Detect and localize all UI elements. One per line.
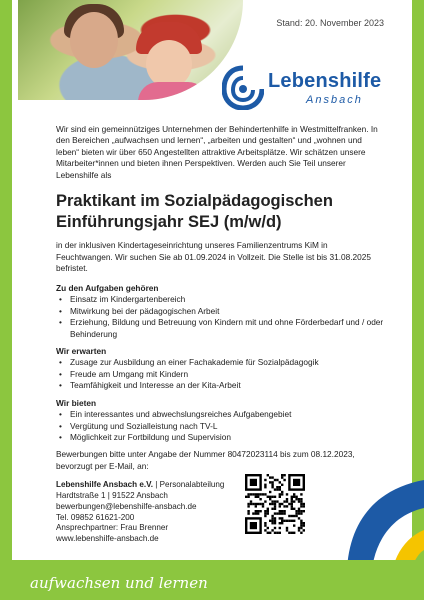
list-item: • Erziehung, Bildung und Betreuung von Kindern mit und ohne Förderbedarf und / oder Behinderung [56,317,386,340]
benefits-list [56,409,386,443]
logo-name: Lebenshilfe [268,70,382,92]
contact-org: Lebenshilfe Ansbach e.V. [56,480,154,490]
qr-code[interactable] [245,474,305,534]
requirements-list [56,357,386,391]
task-list [56,294,386,340]
list-item: • Teamfähigkeit und Interesse an der Kita-Arbeit [56,380,386,391]
application-note: Bewerbungen bitte unter Angabe der Nummer 80472023114 bis zum 08.12.2023, bevorzugt per E-Mail, an: [56,449,355,471]
contact-person: Ansprechpartner: Frau Brenner [56,523,169,533]
contact-email-link[interactable]: bewerbungen@lebenshilfe-ansbach.de [56,501,197,511]
contact-address: Hardtstraße 1 | 91522 Ansbach [56,491,168,501]
date-stamp: Stand: 20. November 2023 [276,18,384,28]
lebenshilfe-logo-icon [222,64,264,110]
website-link[interactable]: www.lebenshilfe-ansbach.de [56,534,159,544]
list-item: • Vergütung und Sozialleistung nach TV-L [56,421,386,432]
lebenshilfe-logo [222,64,392,110]
footer-slogan: aufwachsen und lernen [30,574,208,592]
contact-phone: Tel. 09852 61621-200 [56,512,135,522]
section-heading: Wir bieten [56,397,97,408]
job-lead-text: in der inklusiven Kindertageseinrichtung unseres Familienzentrums KiM in Feuchtwangen. Wir suchen Sie ab 01.09.2024 in Vollzeit. Die Stelle ist bis 31.08.2025 befristet. [56,240,372,274]
list-item: • Zusage zur Ausbildung an einer Fachakademie für Sozialpädagogik [56,357,386,368]
list-item: • Einsatz im Kindergartenbereich [56,294,386,305]
job-title-line1: Praktikant im Sozialpädagogischen [56,192,333,211]
list-item: • Mitwirkung bei der pädagogischen Arbeit [56,306,386,317]
job-title-line2: Einführungsjahr SEJ (m/w/d) [56,212,282,231]
qr-code-icon [245,474,305,534]
section-heading: Wir erwarten [56,345,107,356]
list-item: • Ein interessantes und abwechslungsreiches Aufgabengebiet [56,409,386,420]
intro-text: Wir sind ein gemeinnütziges Unternehmen der Behindertenhilfe in Westmittelfranken. In den Bereichen „aufwachsen und lernen“, „arbeiten und gestalten“ und „wohnen und leben“ bieten wir über 650 Angestellten attraktive Arbeitsplätze. Wir schätzen unsere Mitarbeiter*innen und bieten ihnen Perspektiven. Werden auch Sie Teil unserer Lebenshilfe als [56,124,378,180]
contact-dept: | Personalabteilung [153,480,225,490]
section-heading: Zu den Aufgaben gehören [56,282,159,293]
list-item: • Möglichkeit zur Fortbildung und Supervision [56,432,386,443]
logo-subtitle: Ansbach [306,94,363,106]
job-title [56,191,386,232]
list-item: • Freude am Umgang mit Kindern [56,369,386,380]
